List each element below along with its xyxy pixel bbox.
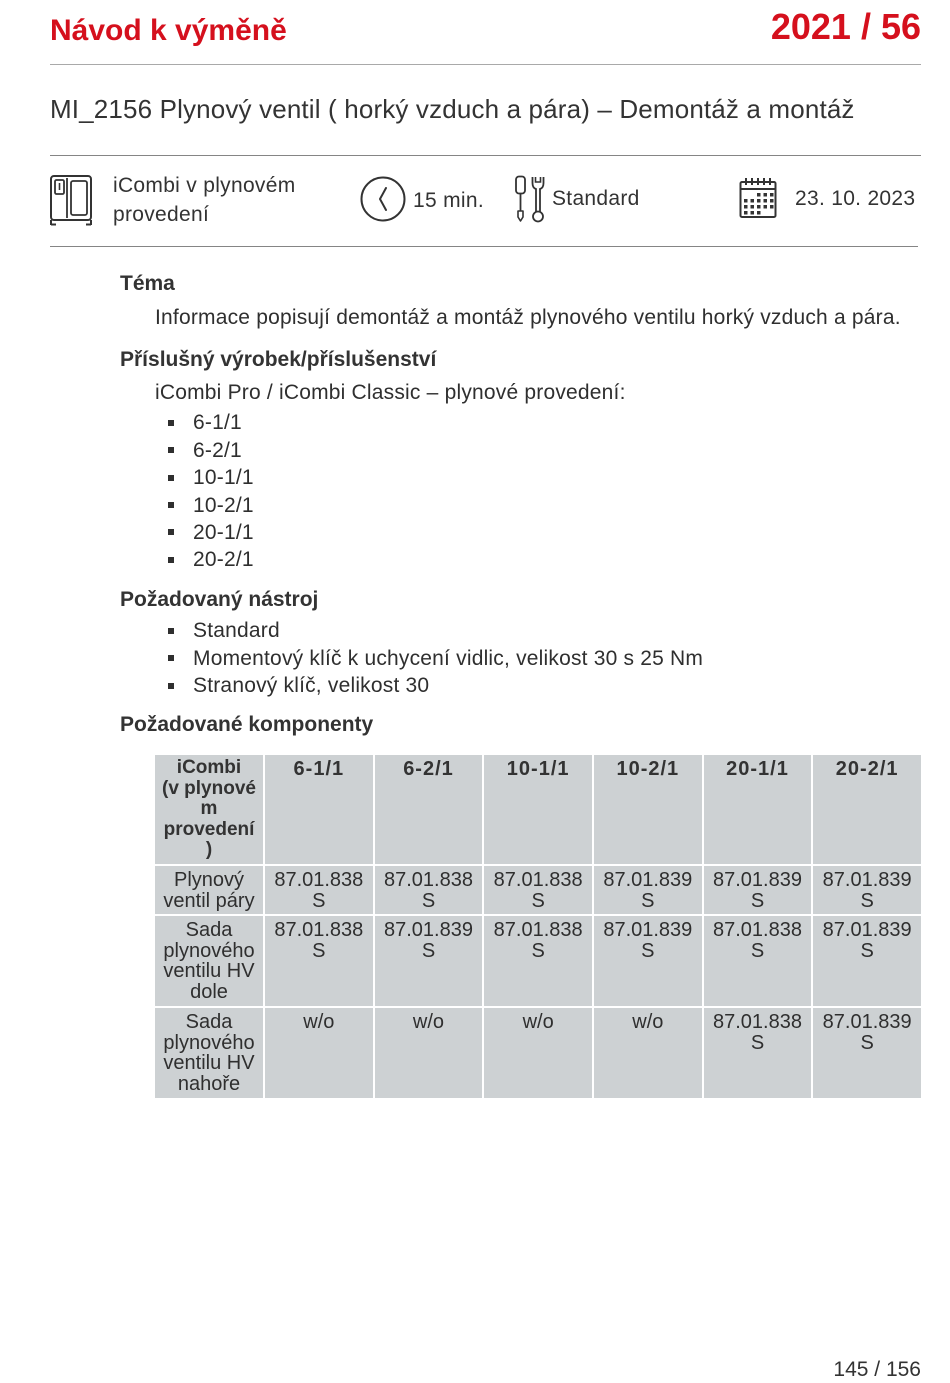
document-title: MI_2156 Plynový ventil ( horký vzduch a pára) – Demontáž a montáž — [50, 94, 855, 124]
section-heading-components: Požadované komponenty — [120, 713, 374, 736]
table-cell: 87.01.838 S — [375, 866, 483, 914]
calendar-icon — [739, 177, 777, 219]
corner-header-line: iCombi — [176, 757, 242, 778]
table-cell: w/o — [375, 1008, 483, 1098]
section-heading-tools: Požadovaný nástroj — [120, 588, 319, 611]
row-label: Plynový ventil páry — [155, 866, 263, 914]
section-heading-topic: Téma — [120, 272, 175, 295]
column-header: 6-1/1 — [265, 755, 373, 864]
tools-icon — [514, 175, 546, 223]
combi-oven-icon — [49, 174, 93, 228]
list-item: 10-1/1 — [155, 464, 254, 491]
list-item: 6-1/1 — [155, 409, 254, 436]
column-header: 10-2/1 — [594, 755, 702, 864]
list-item: 20-2/1 — [155, 546, 254, 573]
list-item: Momentový klíč k uchycení vidlic, velikost 30 s 25 Nm — [155, 645, 703, 672]
table-cell: w/o — [265, 1008, 373, 1098]
table-cell: 87.01.838 S — [265, 916, 373, 1006]
list-item: Stranový klíč, velikost 30 — [155, 672, 703, 699]
list-item: 6-2/1 — [155, 437, 254, 464]
table-cell: 87.01.838 S — [484, 916, 592, 1006]
page-number: 145 / 156 — [833, 1358, 921, 1381]
table-cell: 87.01.838 S — [704, 916, 812, 1006]
tools-value: Standard — [552, 187, 640, 210]
column-header: 10-1/1 — [484, 755, 592, 864]
corner-header-line: m — [200, 798, 218, 819]
topic-text: Informace popisují demontáž a montáž plynového ventilu horký vzduch a pára. — [155, 306, 901, 329]
list-item: 10-2/1 — [155, 492, 254, 519]
table-cell: 87.01.839 S — [813, 1008, 921, 1098]
table-cell: w/o — [484, 1008, 592, 1098]
corner-header-line: ) — [205, 839, 213, 860]
doc-type-title: Návod k výměně — [50, 14, 287, 47]
column-header: 20-1/1 — [704, 755, 812, 864]
header-divider — [50, 64, 921, 65]
column-header: 20-2/1 — [813, 755, 921, 864]
table-cell: w/o — [594, 1008, 702, 1098]
table-cell: 87.01.838 S — [704, 1008, 812, 1098]
tools-list — [155, 617, 703, 699]
corner-header-line: provedení — [163, 818, 255, 840]
table-cell: 87.01.839 S — [375, 916, 483, 1006]
table-cell: 87.01.839 S — [594, 916, 702, 1006]
row-label: Sada plynového ventilu HV dole — [155, 916, 263, 1006]
product-intro: iCombi Pro / iCombi Classic – plynové provedení: — [155, 381, 626, 404]
table-corner-header — [155, 755, 263, 864]
column-header: 6-2/1 — [375, 755, 483, 864]
table-cell: 87.01.838 S — [265, 866, 373, 914]
table-cell: 87.01.838 S — [484, 866, 592, 914]
list-item: 20-1/1 — [155, 519, 254, 546]
duration-value: 15 min. — [413, 189, 484, 212]
info-bar-top-divider — [50, 155, 921, 156]
info-bar-bottom-divider — [50, 246, 918, 247]
components-table — [155, 755, 921, 1098]
list-item: Standard — [155, 617, 703, 644]
row-label: Sada plynového ventilu HV nahoře — [155, 1008, 263, 1098]
table-cell: 87.01.839 S — [704, 866, 812, 914]
doc-number: 2021 / 56 — [770, 6, 921, 47]
clock-icon — [359, 175, 407, 223]
corner-header-line: (v plynové — [162, 777, 256, 799]
product-variant: iCombi v plynovém provedení — [113, 174, 296, 226]
table-cell: 87.01.839 S — [813, 866, 921, 914]
product-list — [155, 409, 254, 573]
section-heading-product: Příslušný výrobek/příslušenství — [120, 348, 437, 371]
table-cell: 87.01.839 S — [594, 866, 702, 914]
date-value: 23. 10. 2023 — [795, 187, 916, 210]
table-cell: 87.01.839 S — [813, 916, 921, 1006]
